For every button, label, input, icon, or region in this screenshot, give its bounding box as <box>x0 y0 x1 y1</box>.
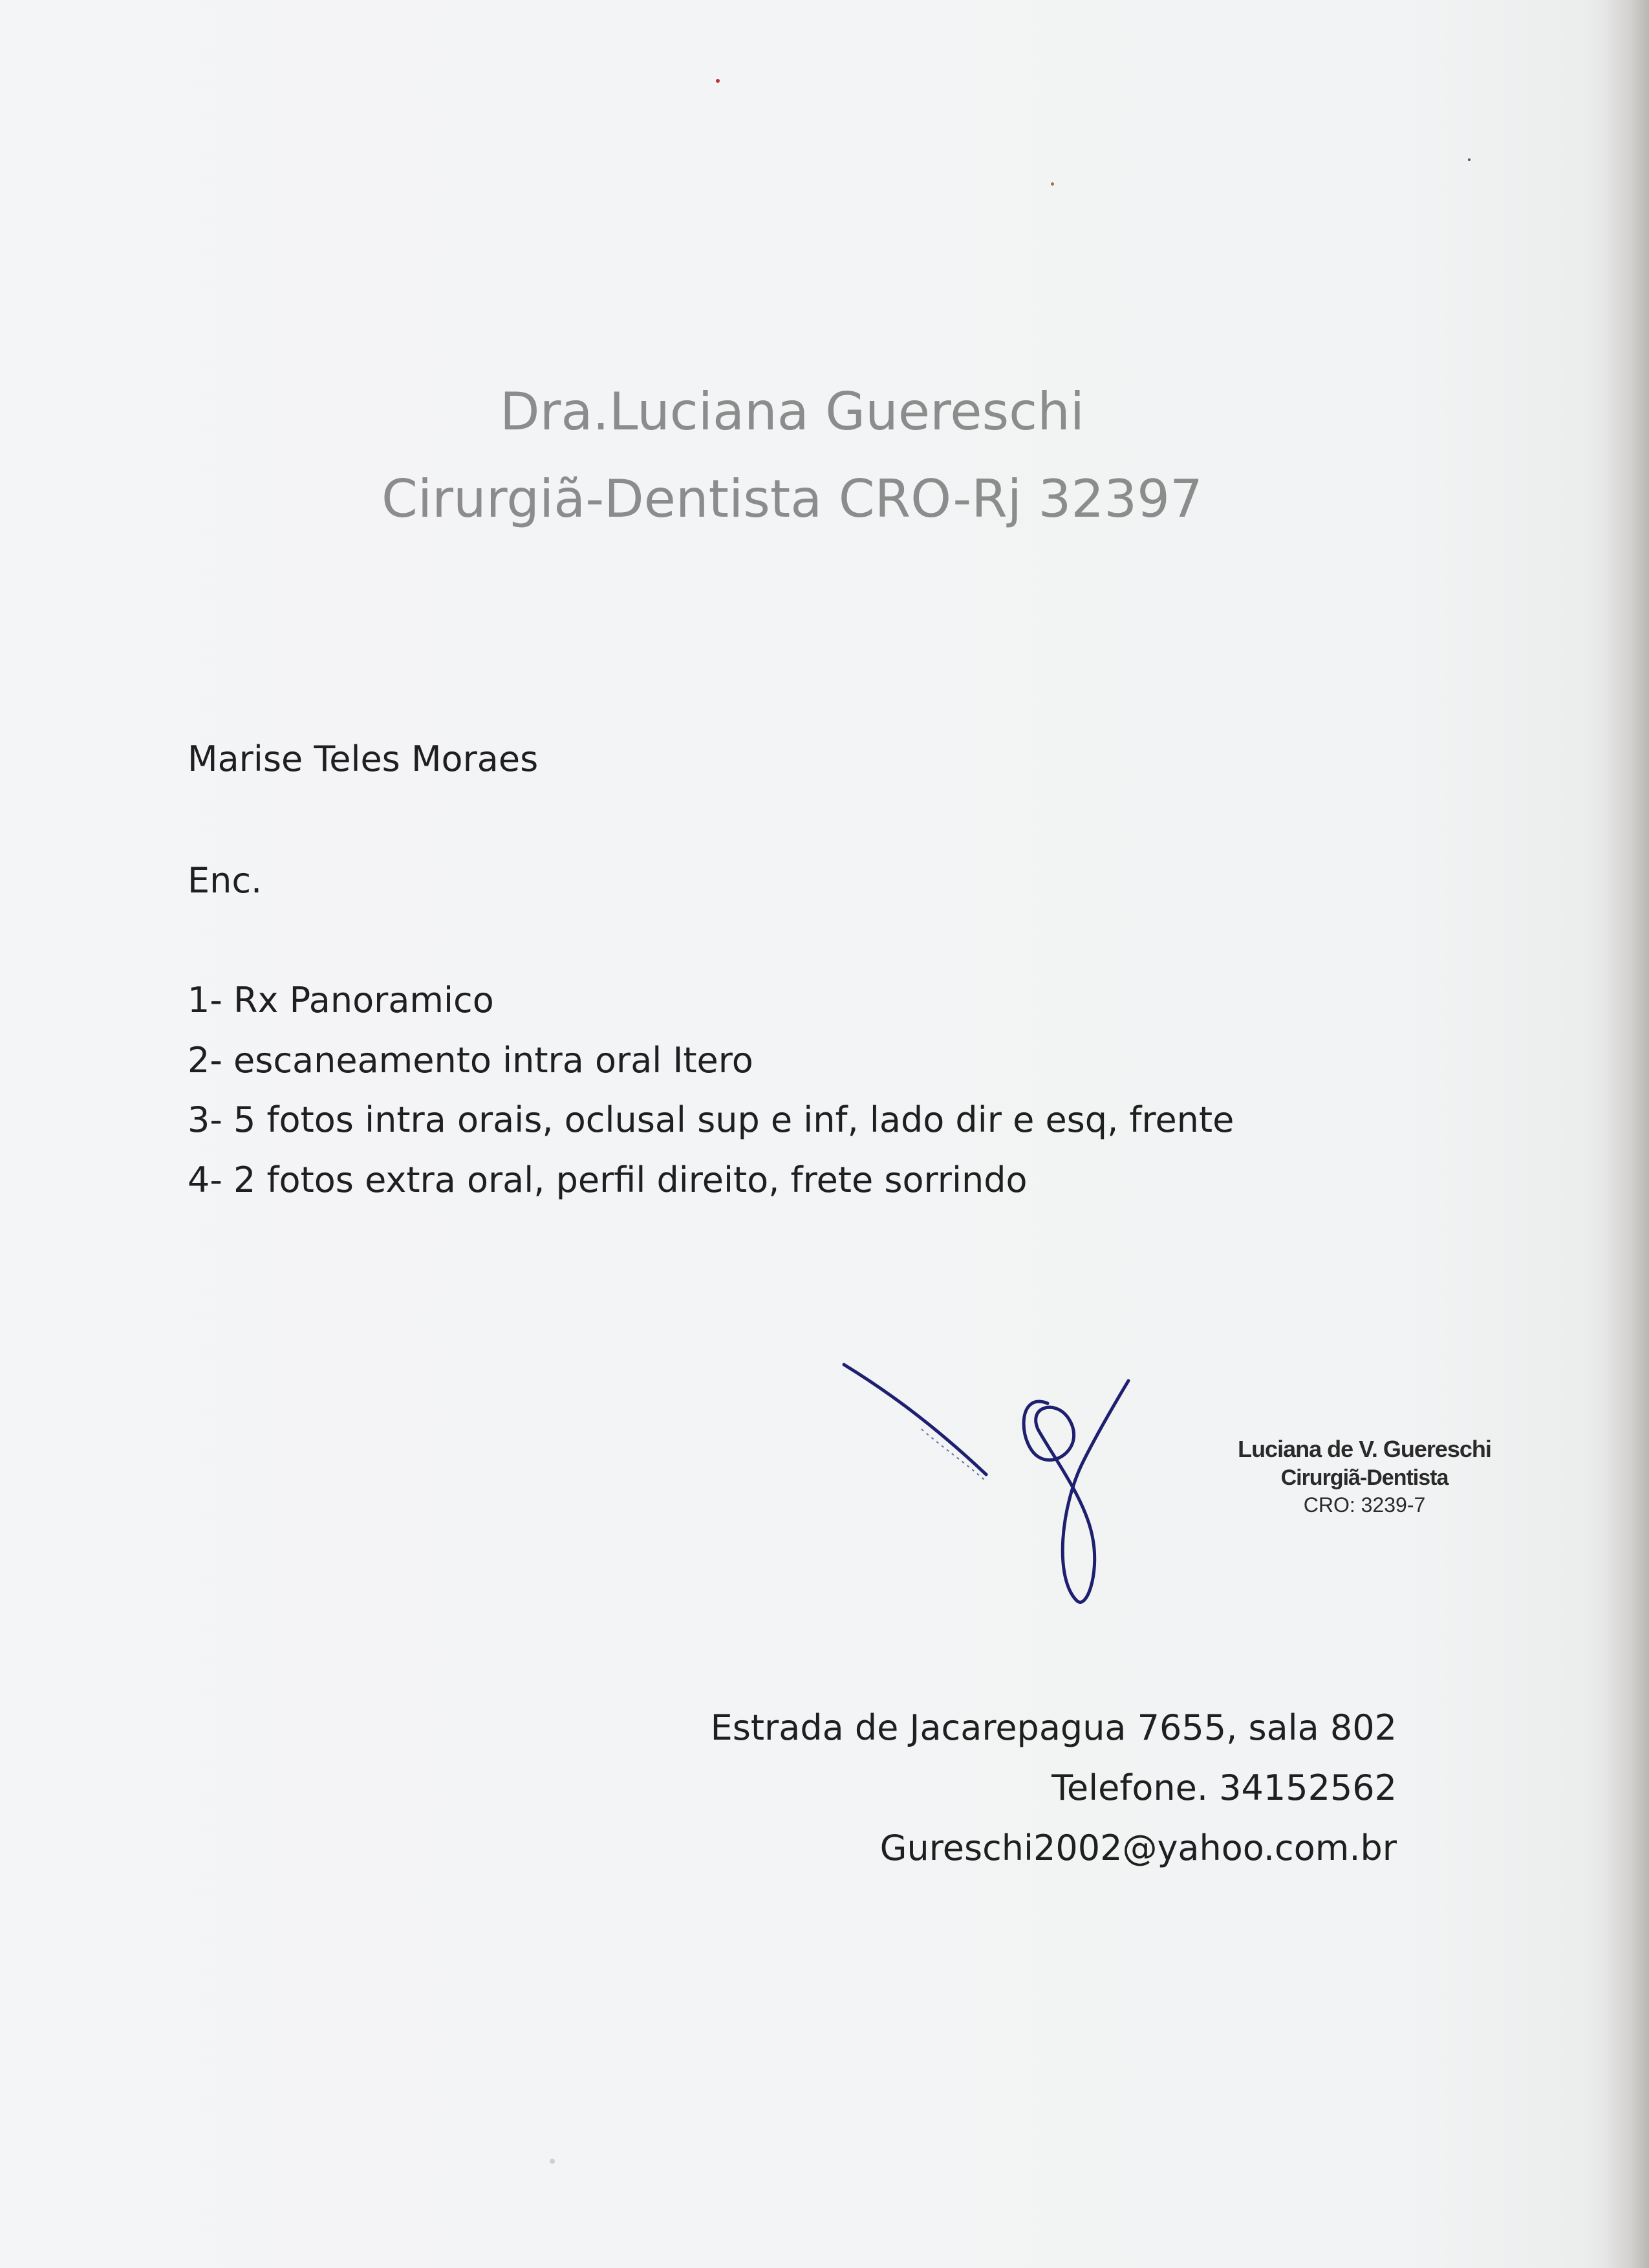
stamp-profession: Cirurgiã-Dentista <box>1280 1465 1449 1490</box>
list-item: 4- 2 fotos extra oral, perfil direito, frete sorrindo <box>188 1160 1028 1200</box>
patient-name: Marise Teles Moraes <box>188 739 539 779</box>
footer-email: Gureschi2002@yahoo.com.br <box>879 1828 1397 1868</box>
paper-speck <box>716 79 720 83</box>
paper-speck <box>1468 158 1471 161</box>
professional-stamp <box>1216 1436 1513 1517</box>
stamp-registration: CRO: 3239-7 <box>1303 1493 1426 1517</box>
letterhead-title: Cirurgiã-Dentista CRO-Rj 32397 <box>382 469 1203 529</box>
list-item: 1- Rx Panoramico <box>188 980 494 1021</box>
page-edge-shadow <box>1604 0 1649 2268</box>
stamp-name: Luciana de V. Guereschi <box>1238 1436 1491 1462</box>
paper-speck <box>1051 182 1054 186</box>
referral-label: Enc. <box>188 860 263 901</box>
footer-address: Estrada de Jacarepagua 7655, sala 802 <box>710 1707 1397 1748</box>
handwritten-signature <box>834 1352 1170 1610</box>
letterhead-name: Dra.Luciana Guereschi <box>499 382 1085 442</box>
list-item: 3- 5 fotos intra orais, oclusal sup e inf, lado dir e esq, frente <box>188 1099 1234 1140</box>
footer-phone: Telefone. 34152562 <box>1051 1767 1397 1808</box>
paper-speck <box>550 2159 555 2164</box>
list-item: 2- escaneamento intra oral Itero <box>188 1040 753 1081</box>
